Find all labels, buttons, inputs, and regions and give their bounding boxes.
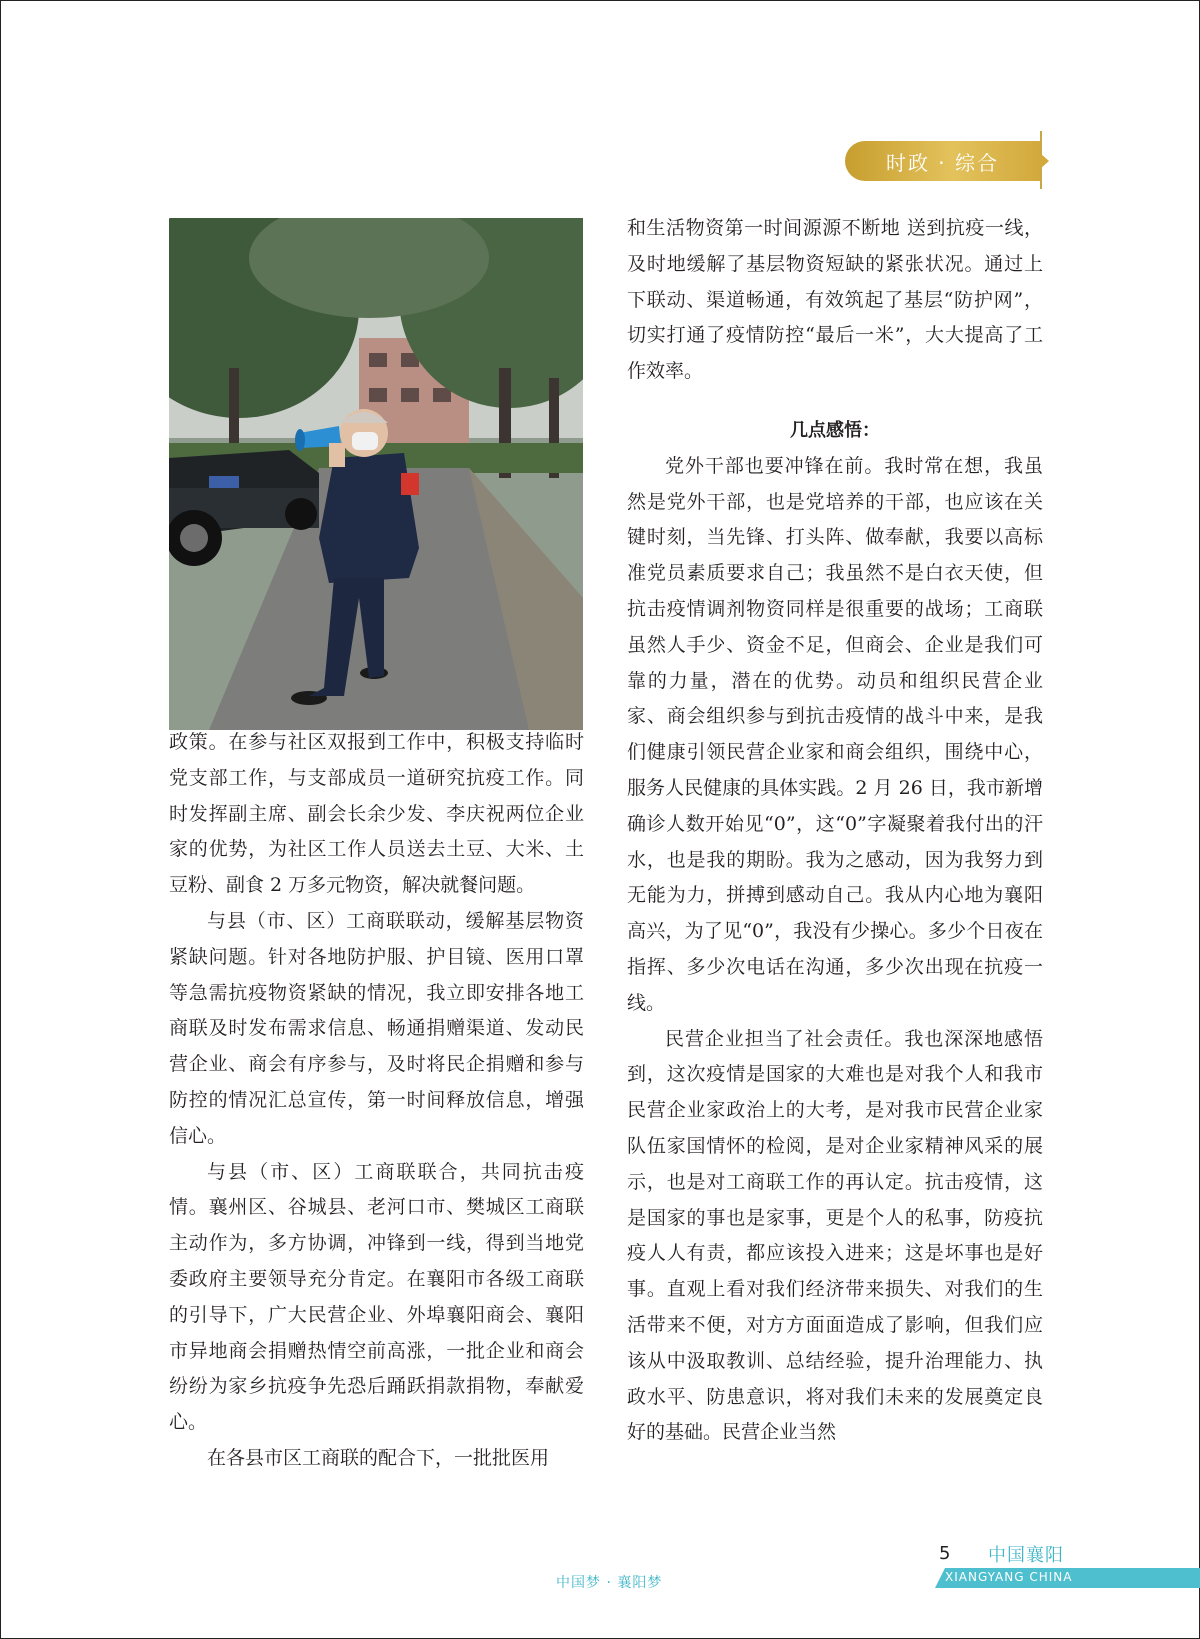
paragraph: 政策。在参与社区双报到工作中，积极支持临时党支部工作，与支部成员一道研究抗疫工作。同时发挥副主席、副会长余少发、李庆祝两位企业家的优势，为社区工作人员送去土豆、大米、土豆粉、副食 2 万多元物资，解决就餐问题。 bbox=[169, 731, 584, 897]
section-tag: 时政 · 综合 bbox=[845, 141, 1040, 181]
subheading: 几点感悟： bbox=[790, 419, 880, 441]
footer-slogan: 中国梦 · 襄阳梦 bbox=[556, 1575, 663, 1591]
photo-illustration bbox=[169, 218, 583, 730]
page-number: 5 bbox=[939, 1543, 951, 1564]
photo-volunteer-with-megaphone bbox=[169, 218, 583, 730]
paragraph: 和生活物资第一时间源源不断地 送到抗疫一线，及时地缓解了基层物资短缺的紧张状况。通过上下联动、渠道畅通，有效筑起了基层“防护网”，切实打通了疫情防控“最后一米”，大大提高了工作效率。 bbox=[627, 217, 1043, 383]
paragraph: 党外干部也要冲锋在前。我时常在想，我虽然是党外干部，也是党培养的干部，也应该在关键时刻，当先锋、打头阵、做奉献，我要以高标准党员素质要求自己；我虽然不是白衣天使，但抗击疫情调剂物资同样是很重要的战场；工商联虽然人手少、资金不足，但商会、企业是我们可靠的力量，潜在的优势。动员和组织民营企业家、商会组织参与到抗击疫情的战斗中来，是我们健康引领民营企业家和商会组织，围绕中心，服务人民健康的具体实践。2 月 26 日，我市新增确诊人数开始见“0”，这“0”字凝聚着我付出的汗水，也是我的期盼。我为之感动，因为我努力到无能为力，拼搏到感动自己。我从内心地为襄阳高兴，为了见“0”，我没有少操心。多少个日夜在指挥、多少次电话在沟通，多少次出现在抗疫一线。 bbox=[627, 454, 1043, 1014]
left-column bbox=[169, 725, 584, 1477]
paragraph: 民营企业担当了社会责任。我也深深地感悟到，这次疫情是国家的大难也是对我个人和我市民营企业家政治上的大考，是对我市民营企业家队伍家国情怀的检阅，是对企业家精神风采的展示，也是对工商联工作的再认定。抗击疫情，这是国家的事也是家事，更是个人的私事，防疫抗疫人人有责，都应该投入进来；这是坏事也是好事。直观上看对我们经济带来损失、对我们的生活带来不便，对方方面面造成了影响，但我们应该从中汲取教训、总结经验，提升治理能力、执政水平、防患意识，将对我们未来的发展奠定良好的基础。民营企业当然 bbox=[627, 1027, 1043, 1444]
magazine-english-title: XIANGYANG CHINA bbox=[945, 1570, 1073, 1584]
paragraph: 与县（市、区）工商联联动，缓解基层物资紧缺问题。针对各地防护服、护目镜、医用口罩等急需抗疫物资紧缺的情况，我立即安排各地工商联及时发布需求信息、畅通捐赠渠道、发动民营企业、商会有序参与，及时将民企捐赠和参与防控的情况汇总宣传，第一时间释放信息，增强信心。 bbox=[169, 909, 584, 1147]
paragraph: 在各县市区工商联的配合下，一批批医用 bbox=[207, 1446, 550, 1469]
magazine-title: 中国襄阳 bbox=[988, 1545, 1064, 1566]
paragraph: 与县（市、区）工商联联合，共同抗击疫情。襄州区、谷城县、老河口市、樊城区工商联主动作为，多方协调，冲锋到一线，得到当地党委政府主要领导充分肯定。在襄阳市各级工商联的引导下，广大民营企业、外埠襄阳商会、襄阳市异地商会捐赠热情空前高涨，一批企业和商会纷纷为家乡抗疫争先恐后踊跃捐款捐物，奉献爱心。 bbox=[169, 1160, 584, 1434]
right-column bbox=[627, 211, 1043, 1451]
